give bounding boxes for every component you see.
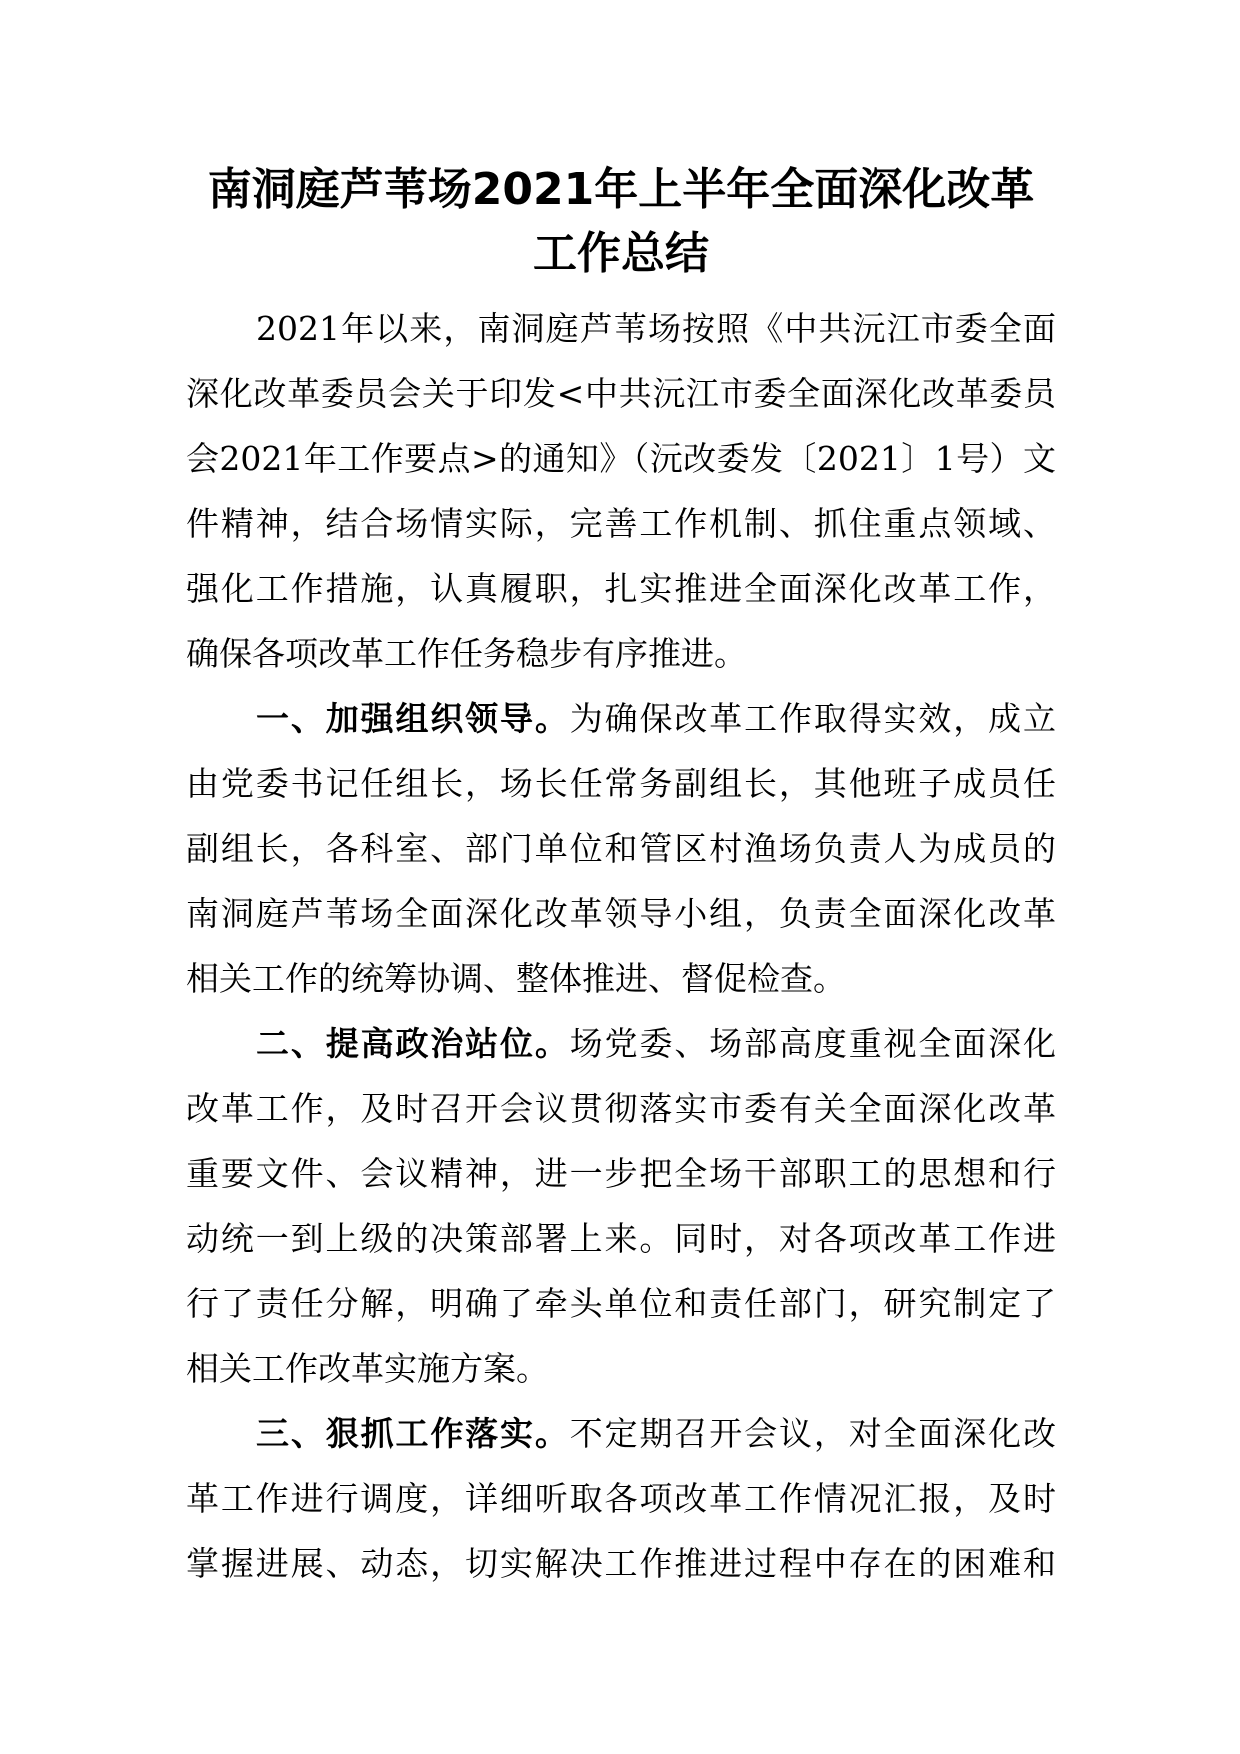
- section-3-line: 革工作进行调度，详细听取各项改革工作情况汇报，及时: [186, 1479, 1056, 1518]
- intro-line: 件精神，结合场情实际，完善工作机制、抓住重点领域、: [186, 504, 1056, 543]
- section-3-paragraph: [186, 1401, 1056, 1596]
- section-2-line: 行了责任分解，明确了牵头单位和责任部门，研究制定了: [186, 1284, 1056, 1323]
- section-2-line: 相关工作改革实施方案。: [186, 1349, 549, 1388]
- section-3-first-line: [186, 1401, 1056, 1466]
- section-3-line: 掌握进展、动态，切实解决工作推进过程中存在的困难和: [186, 1544, 1056, 1583]
- section-3-text: 不定期召开会议，对全面深化改: [569, 1414, 1057, 1453]
- title-line-1: 南洞庭芦苇场2021年上半年全面深化改革: [207, 164, 1035, 215]
- section-1-line: 南洞庭芦苇场全面深化改革领导小组，负责全面深化改革: [186, 894, 1056, 933]
- section-2-line: 动统一到上级的决策部署上来。同时，对各项改革工作进: [186, 1219, 1056, 1258]
- intro-line: 会2021年工作要点>的通知》（沅改委发〔2021〕1号）文: [186, 439, 1056, 478]
- section-2-text: 场党委、场部高度重视全面深化: [569, 1024, 1057, 1063]
- section-2-line: 重要文件、会议精神，进一步把全场干部职工的思想和行: [186, 1154, 1056, 1193]
- section-1-line: 相关工作的统筹协调、整体推进、督促检查。: [186, 959, 846, 998]
- section-1-line: 由党委书记任组长，场长任常务副组长，其他班子成员任: [186, 764, 1056, 803]
- section-1-line: 副组长，各科室、部门单位和管区村渔场负责人为成员的: [186, 829, 1056, 868]
- title-line-2: 工作总结: [533, 228, 709, 279]
- intro-line: 强化工作措施，认真履职，扎实推进全面深化改革工作，: [186, 569, 1056, 608]
- section-3-heading: 三、狠抓工作落实。: [256, 1414, 570, 1453]
- section-1-text: 为确保改革工作取得实效，成立: [569, 699, 1057, 738]
- document-title: [186, 158, 1056, 286]
- intro-line: 2021年以来，南洞庭芦苇场按照《中共沅江市委全面: [256, 309, 1056, 348]
- section-2-heading: 二、提高政治站位。: [256, 1024, 570, 1063]
- intro-line: 深化改革委员会关于印发<中共沅江市委全面深化改革委员: [186, 374, 1056, 413]
- section-2-line: 改革工作，及时召开会议贯彻落实市委有关全面深化改革: [186, 1089, 1056, 1128]
- intro-line: 确保各项改革工作任务稳步有序推进。: [186, 634, 747, 673]
- section-2-first-line: [186, 1011, 1056, 1076]
- section-1-first-line: [186, 686, 1056, 751]
- intro-paragraph: [186, 296, 1056, 686]
- document-body: [186, 296, 1056, 1596]
- section-2-paragraph: [186, 1011, 1056, 1401]
- section-1-paragraph: [186, 686, 1056, 1011]
- section-1-heading: 一、加强组织领导。: [256, 699, 570, 738]
